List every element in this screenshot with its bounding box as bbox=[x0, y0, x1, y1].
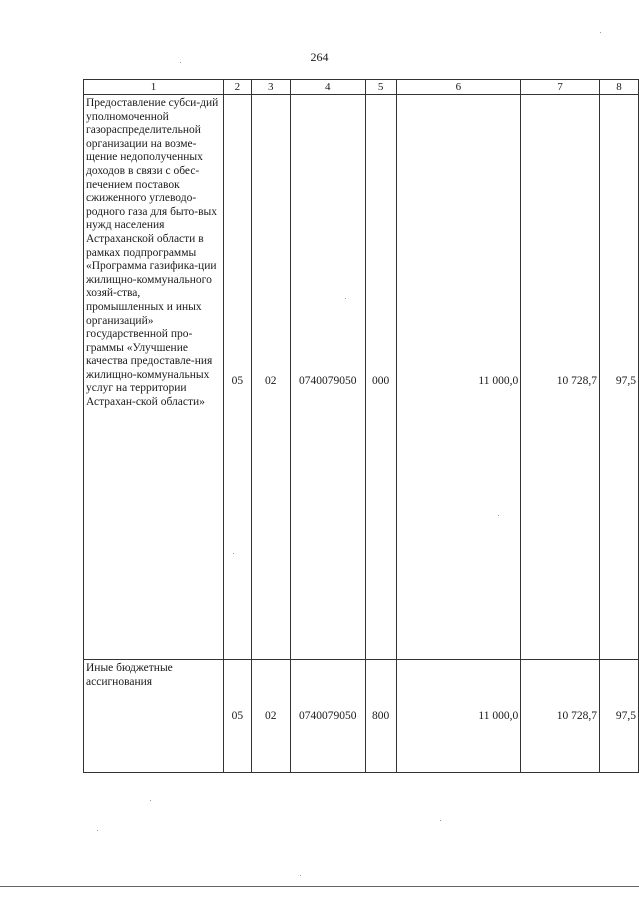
row-name: Предоставление субси-дий уполномоченной газораспределительной организации на возме-щение недополученных доходов в связи с обес-печением поставок сжиженного углеводо-родного газа для быто-вых нужд населения Астраханской области в рамках подпрограммы «Программа газифика-ции жилищно-коммунального хозяй-ства, промышленных и иных организаций» государственной про-граммы «Улучшение качества предоставле-ния жилищно-коммунальных услуг на территории Астрахан-ской области» bbox=[84, 95, 224, 660]
target-article-cell: 0740079050 bbox=[290, 660, 365, 773]
subsection-cell: 02 bbox=[251, 95, 290, 660]
column-header: 6 bbox=[396, 80, 521, 95]
column-header: 1 bbox=[84, 80, 224, 95]
column-header: 4 bbox=[290, 80, 365, 95]
column-header: 5 bbox=[365, 80, 396, 95]
budget-table bbox=[83, 79, 639, 773]
header-row bbox=[84, 80, 639, 95]
table-row bbox=[84, 660, 639, 773]
scan-speck bbox=[233, 553, 234, 554]
executed-cell: 10 728,7 bbox=[521, 95, 600, 660]
target-article-cell: 0740079050 bbox=[290, 95, 365, 660]
subsection-cell: 02 bbox=[251, 660, 290, 773]
column-header: 7 bbox=[521, 80, 600, 95]
page-number: 264 bbox=[310, 50, 329, 64]
scan-speck bbox=[97, 830, 98, 831]
scan-speck bbox=[180, 62, 181, 63]
column-header: 3 bbox=[251, 80, 290, 95]
planned-cell: 11 000,0 bbox=[396, 95, 521, 660]
row-name: Иные бюджетные ассигнования bbox=[84, 660, 224, 773]
scan-speck bbox=[498, 515, 499, 516]
scan-speck bbox=[440, 820, 441, 821]
expense-type-cell: 800 bbox=[365, 660, 396, 773]
planned-cell: 11 000,0 bbox=[396, 660, 521, 773]
section-cell: 05 bbox=[223, 95, 251, 660]
scan-speck bbox=[345, 298, 346, 299]
column-header: 2 bbox=[223, 80, 251, 95]
section-cell: 05 bbox=[223, 660, 251, 773]
table-row bbox=[84, 95, 639, 660]
scan-speck bbox=[300, 875, 301, 876]
page-edge-line bbox=[0, 886, 639, 887]
percent-cell: 97,5 bbox=[599, 660, 638, 773]
scan-speck bbox=[600, 32, 601, 33]
expense-type-cell: 000 bbox=[365, 95, 396, 660]
executed-cell: 10 728,7 bbox=[521, 660, 600, 773]
scan-speck bbox=[150, 800, 151, 801]
column-header: 8 bbox=[599, 80, 638, 95]
percent-cell: 97,5 bbox=[599, 95, 638, 660]
